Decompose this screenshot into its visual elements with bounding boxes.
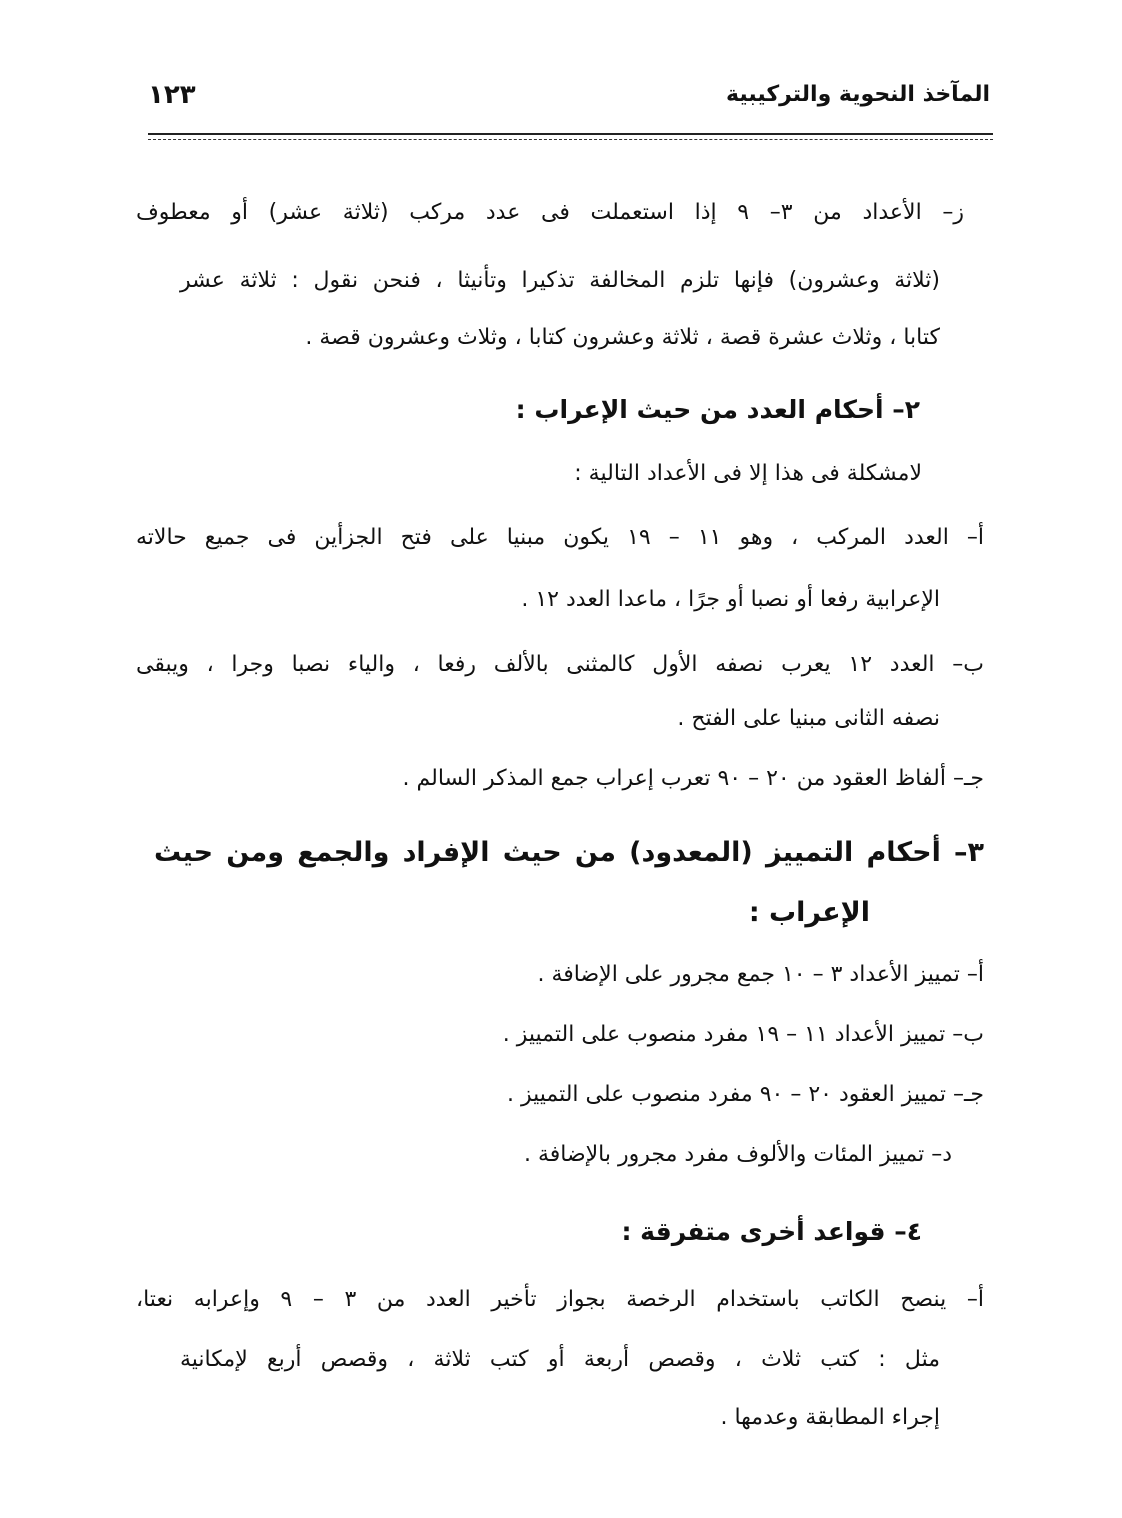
section-heading-2: ٢– أحكام العدد من حيث الإعراب : <box>515 395 920 424</box>
body-line-3: كتابا ، وثلاث عشرة قصة ، ثلاثة وعشرون كتابا ، وثلاث وعشرون قصة . <box>305 325 940 350</box>
header-divider <box>148 133 993 140</box>
body-line-7: الإعرابية رفعا أو نصبا أو جرًا ، ماعدا العدد ١٢ . <box>521 587 940 612</box>
body-line-5: لامشكلة فى هذا إلا فى الأعداد التالية : <box>574 461 922 486</box>
body-line-20: إجراء المطابقة وعدمها . <box>720 1405 940 1430</box>
body-line-8: ب– العدد ١٢ يعرب نصفه الأول كالمثنى بالألف رفعا ، والياء نصبا وجرا ، ويبقى <box>136 652 984 677</box>
page-number: ١٢٣ <box>148 80 196 110</box>
body-line-18: أ– ينصح الكاتب باستخدام الرخصة بجواز تأخير العدد من ٣ – ٩ وإعرابه نعتا، <box>136 1287 984 1312</box>
body-line-16: د– تمييز المئات والألوف مفرد مجرور بالإضافة . <box>523 1142 952 1167</box>
body-line-14: ب– تمييز الأعداد ١١ – ١٩ مفرد منصوب على التمييز . <box>502 1022 984 1047</box>
section-heading-3: ٣– أحكام التمييز (المعدود) من حيث الإفراد والجمع ومن حيث <box>154 837 984 868</box>
body-line-2: (ثلاثة وعشرون) فإنها تلزم المخالفة تذكيرا وتأنيثا ، فنحن نقول : ثلاثة عشر <box>180 268 940 293</box>
body-line-9: نصفه الثانى مبنيا على الفتح . <box>677 706 940 731</box>
body-line-19: مثل : كتب ثلاث ، وقصص أربعة أو كتب ثلاثة ، وقصص أربع لإمكانية <box>180 1347 940 1372</box>
body-line-10: جـ– ألفاظ العقود من ٢٠ – ٩٠ تعرب إعراب جمع المذكر السالم . <box>402 766 984 791</box>
body-line-13: أ– تمييز الأعداد ٣ – ١٠ جمع مجرور على الإضافة . <box>537 962 984 987</box>
body-line-15: جـ– تمييز العقود ٢٠ – ٩٠ مفرد منصوب على التمييز . <box>506 1082 984 1107</box>
body-line-6: أ– العدد المركب ، وهو ١١ – ١٩ يكون مبنيا على فتح الجزأين فى جميع حالاته <box>136 525 984 550</box>
body-line-1: ز– الأعداد من ٣– ٩ إذا استعملت فى عدد مركب (ثلاثة عشر) أو معطوف <box>136 200 964 225</box>
section-heading-4: ٤– قواعد أخرى متفرقة : <box>621 1217 922 1246</box>
page-header <box>148 82 990 122</box>
running-title: المآخذ النحوية والتركيبية <box>726 82 990 107</box>
section-heading-3-cont: الإعراب : <box>748 897 870 928</box>
